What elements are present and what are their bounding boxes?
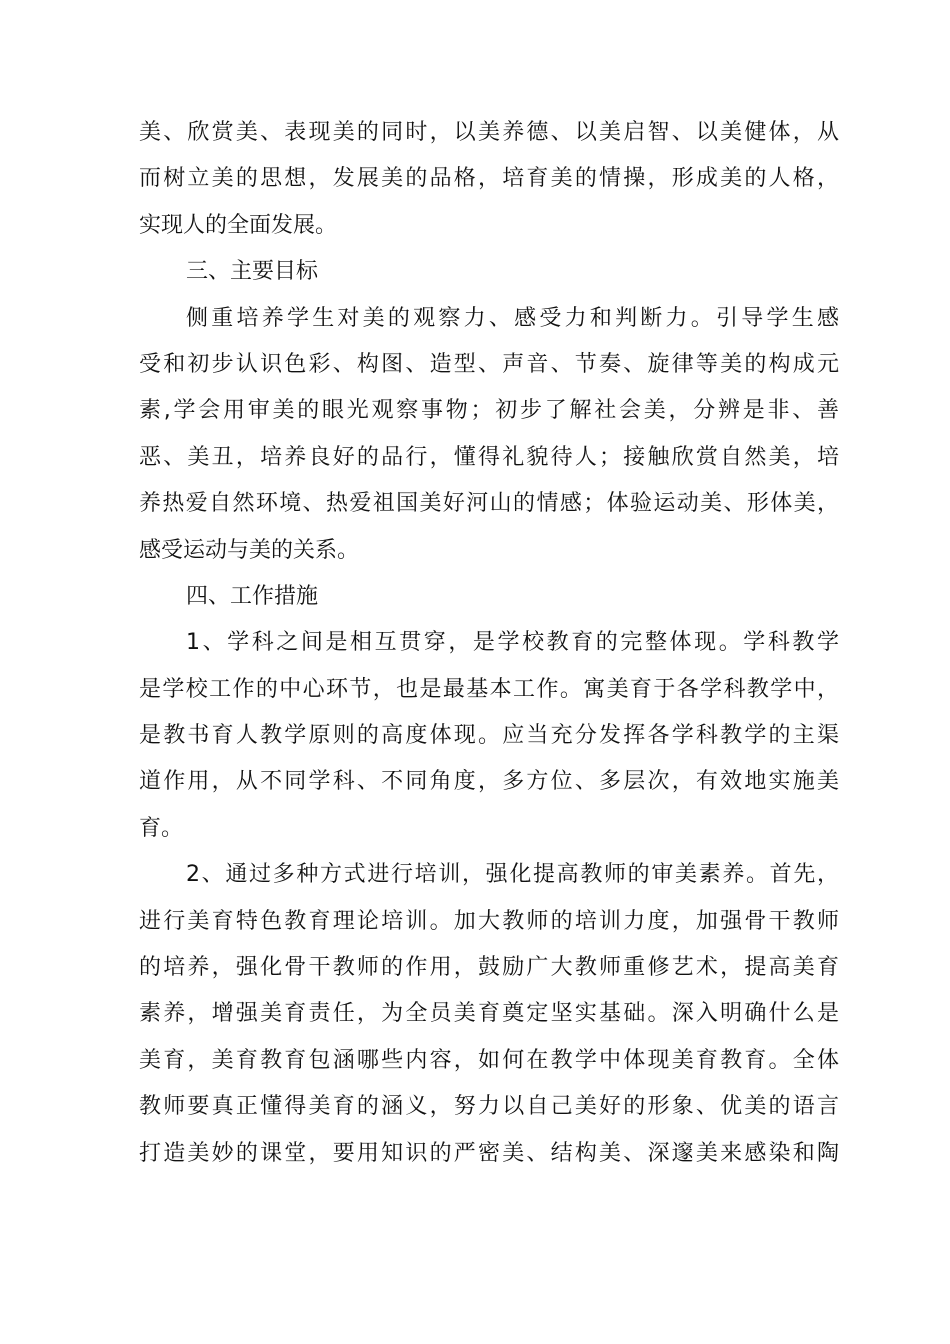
section-heading: 四、工作措施 (186, 583, 319, 609)
body-text (139, 110, 839, 1177)
text-line: 受和初步认识色彩、构图、造型、声音、节奏、旋律等美的构成元 (139, 351, 839, 377)
text-line: 感受运动与美的关系。 (139, 537, 360, 563)
text-line: 养热爱自然环境、热爱祖国美好河山的情感；体验运动美、形体美， (139, 491, 839, 517)
text-line: 而树立美的思想，发展美的品格，培育美的情操，形成美的人格， (139, 166, 839, 192)
text-line: 2、通过多种方式进行培训，强化提高教师的审美素养。首先， (186, 862, 839, 888)
text-line: 美、欣赏美、表现美的同时，以美养德、以美启智、以美健体，从 (139, 120, 839, 145)
text-line: 实现人的全面发展。 (139, 212, 338, 238)
text-line: 美育，美育教育包涵哪些内容，如何在教学中体现美育教育。全体 (139, 1047, 839, 1073)
section-heading: 三、主要目标 (186, 259, 319, 285)
text-line: 素养，增强美育责任，为全员美育奠定坚实基础。深入明确什么是 (139, 1001, 839, 1027)
text-line: 素,学会用审美的眼光观察事物；初步了解社会美，分辨是非、善 (139, 398, 839, 424)
text-line: 侧重培养学生对美的观察力、感受力和判断力。引导学生感 (186, 305, 839, 331)
text-line: 恶、美丑，培养良好的品行，懂得礼貌待人；接触欣赏自然美，培 (139, 444, 839, 470)
text-line: 进行美育特色教育理论培训。加大教师的培训力度，加强骨干教师 (139, 908, 839, 934)
text-line: 道作用，从不同学科、不同角度，多方位、多层次，有效地实施美 (139, 769, 839, 795)
text-line: 是教书育人教学原则的高度体现。应当充分发挥各学科教学的主渠 (139, 723, 839, 749)
text-line: 教师要真正懂得美育的涵义，努力以自己美好的形象、优美的语言 (139, 1094, 839, 1120)
text-line: 1、学科之间是相互贯穿，是学校教育的完整体现。学科教学 (186, 630, 839, 656)
text-line: 打造美妙的课堂，要用知识的严密美、结构美、深邃美来感染和陶 (139, 1140, 839, 1166)
text-line: 育。 (139, 815, 184, 841)
text-line: 的培养，强化骨干教师的作用，鼓励广大教师重修艺术，提高美育 (139, 955, 839, 981)
text-line: 是学校工作的中心环节，也是最基本工作。寓美育于各学科教学中， (139, 676, 839, 702)
